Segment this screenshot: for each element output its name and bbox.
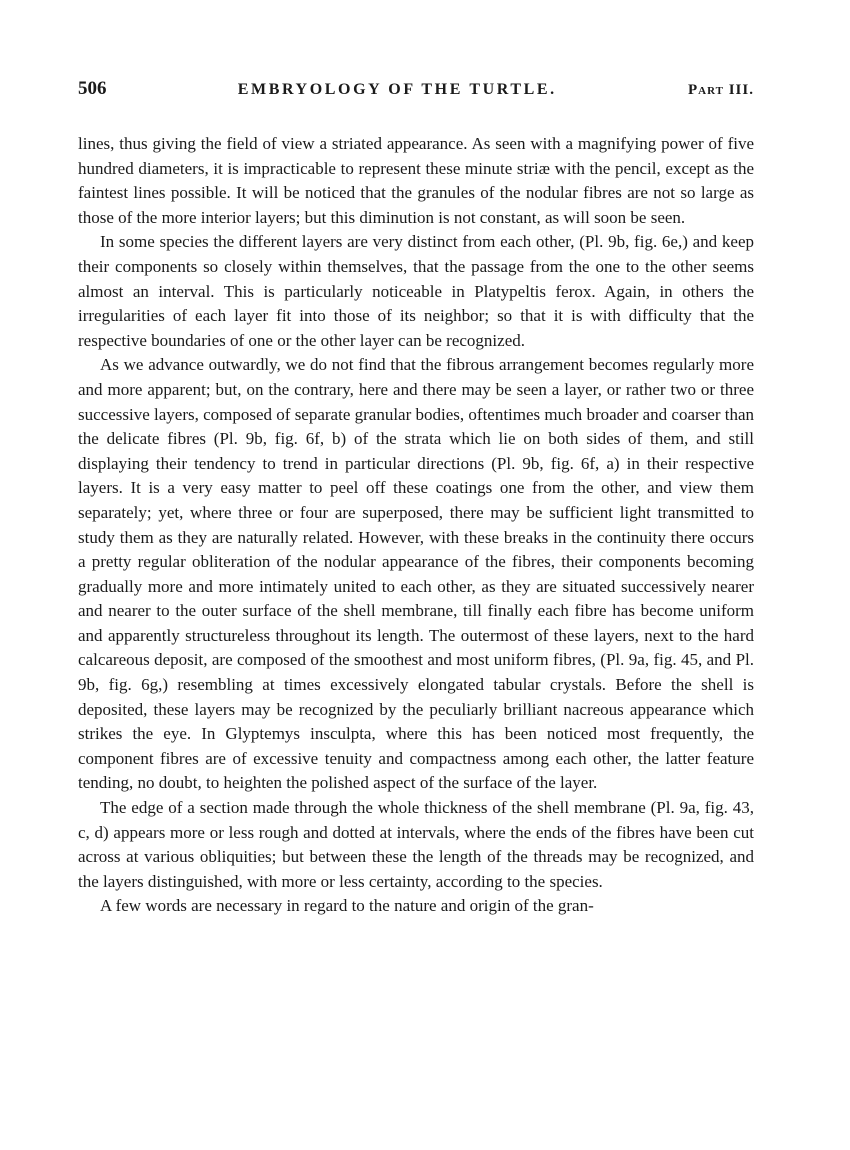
paragraph-granules: A few words are necessary in regard to the nature and origin of the gran-	[100, 896, 594, 916]
part-label: Part III.	[687, 82, 754, 98]
page-number: 506	[78, 78, 107, 99]
paragraph-section-edge: The edge of a section made through the whole thickness of the shell membrane (Pl. 9a, fig. 43, c, d) appears more or less rough and dotted at intervals, where the ends of the fibres have been cut across at various obliquities; but between these the length of the threads may be recognized, and the layers distinguished, with more or less certainty, according to the species.	[78, 798, 754, 891]
running-title: EMBRYOLOGY OF THE TURTLE.	[237, 81, 557, 98]
page-header	[78, 78, 754, 108]
document-page	[78, 78, 754, 919]
paragraph-advance-outwardly: As we advance outwardly, we do not find that the fibrous arrangement becomes regularly more and more apparent; but, on the contrary, here and there may be seen a layer, or rather two or three successive layers, composed of separate granular bodies, oftentimes much broader and coarser than the delicate fibres (Pl. 9b, fig. 6f, b) of the strata which lie on both sides of them, and still displaying their tendency to trend in particular directions (Pl. 9b, fig. 6f, a) in their respective layers. It is a very easy matter to peel off these coatings one from the other, and view them separately; yet, where three or four are superposed, there may be sufficient light transmitted to study them as they are naturally related. However, with these breaks in the continuity there occurs a pretty regular obliteration of the nodular appearance of the fibres, their components becoming gradually more and more intimately united to each other, as they are situated successively nearer and nearer to the outer surface of the shell membrane, till finally each fibre has become uniform and apparently structureless throughout its length. The outermost of these layers, next to the hard calcareous deposit, are composed of the smoothest and most uniform fibres, (Pl. 9a, fig. 45, and Pl. 9b, fig. 6g,) resembling at times excessively elongated tabular crystals. Before the shell is deposited, these layers may be recognized by the peculiarly brilliant nacreous appearance which strikes the eye. In Glyptemys insculpta, where this has been noticed most frequently, the component fibres are of excessive tenuity and compactness among each other, the latter feature tending, no doubt, to heighten the polished aspect of the surface of the layer.	[78, 355, 754, 793]
paragraph-layers-distinct: In some species the different layers are very distinct from each other, (Pl. 9b, fig. 6e,) and keep their components so closely within themselves, that the passage from the one to the other seems almost an interval. This is particularly noticeable in Platypeltis ferox. Again, in others the irregularities of each layer fit into those of its neighbor; so that it is with difficulty that the respective boundaries of one or the other layer can be recognized.	[78, 232, 754, 350]
body-text	[78, 132, 754, 919]
paragraph-continued: lines, thus giving the field of view a striated appearance. As seen with a magnifying power of five hundred diameters, it is impracticable to represent these minute striæ with the pencil, except as the faintest lines possible. It will be noticed that the granules of the nodular fibres are not so large as those of the more interior layers; but this diminution is not constant, as will soon be seen.	[78, 134, 754, 227]
